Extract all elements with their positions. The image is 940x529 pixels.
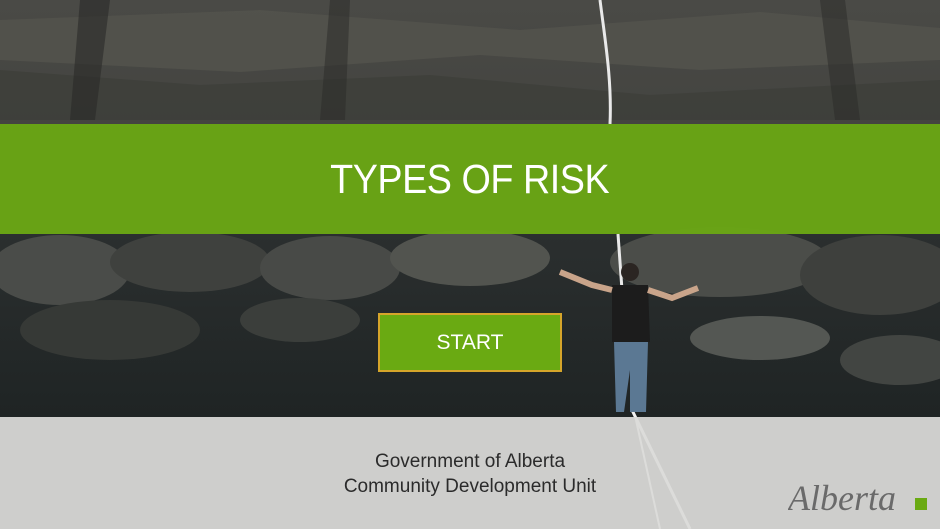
alberta-logo-text: Alberta — [788, 478, 896, 518]
footer-organization: Government of Alberta — [374, 451, 566, 472]
page-title: TYPES OF RISK — [330, 155, 610, 202]
start-button[interactable]: START — [378, 313, 562, 372]
alberta-logo — [788, 476, 933, 524]
footer-unit: Community Development Unit — [343, 476, 597, 497]
title-banner — [0, 124, 940, 234]
